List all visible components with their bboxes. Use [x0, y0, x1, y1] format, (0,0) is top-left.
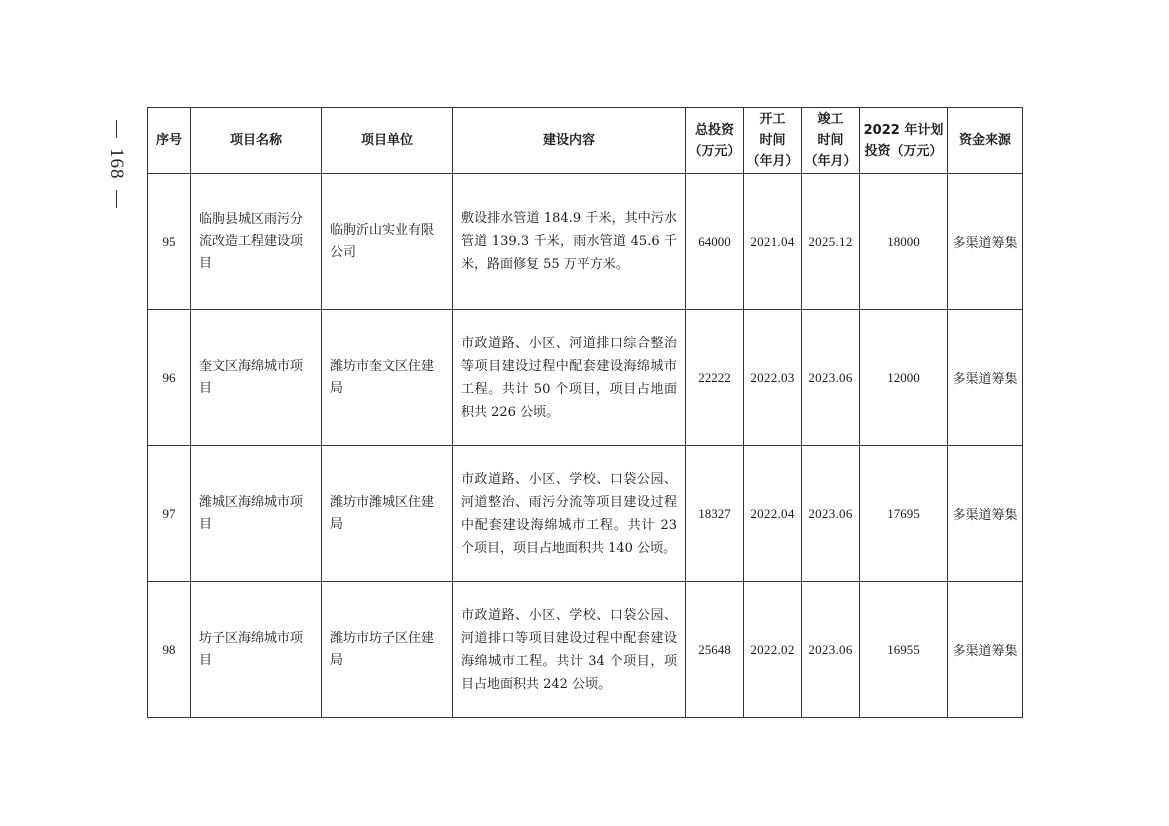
- header-end-line2: 时间: [817, 133, 844, 148]
- cell-total-investment: 64000: [686, 174, 744, 310]
- page-number-dash-top: [116, 120, 117, 138]
- header-start-line3: （年月）: [746, 154, 799, 169]
- header-end-line3: （年月）: [804, 154, 857, 169]
- cell-project-unit: 潍坊市奎文区住建局: [322, 310, 453, 446]
- cell-end-time: 2023.06: [802, 582, 860, 718]
- cell-project-unit: 临朐沂山实业有限公司: [322, 174, 453, 310]
- cell-plan-2022: 17695: [860, 446, 948, 582]
- cell-content: 市政道路、小区、学校、口袋公园、河道排口等项目建设过程中配套建设海绵城市工程。共计 34 个项目，项目占地面积共 242 公顷。: [453, 582, 686, 718]
- cell-project-name: 临朐县城区雨污分流改造工程建设项目: [191, 174, 322, 310]
- table-row: [148, 582, 1023, 718]
- table-row: [148, 310, 1023, 446]
- header-total-investment: [686, 108, 744, 174]
- cell-start-time: 2021.04: [744, 174, 802, 310]
- header-total-investment-line2: （万元）: [688, 143, 741, 159]
- cell-seq: 98: [148, 582, 191, 718]
- cell-seq: 96: [148, 310, 191, 446]
- cell-project-name: 潍城区海绵城市项目: [191, 446, 322, 582]
- cell-content: 市政道路、小区、河道排口综合整治等项目建设过程中配套建设海绵城市工程。共计 50 个项目，项目占地面积共 226 公顷。: [453, 310, 686, 446]
- page-number: 168: [106, 148, 127, 180]
- cell-start-time: 2022.03: [744, 310, 802, 446]
- header-end-time: [802, 108, 860, 174]
- cell-end-time: 2023.06: [802, 446, 860, 582]
- cell-fund-source: 多渠道筹集: [948, 582, 1023, 718]
- cell-end-time: 2023.06: [802, 310, 860, 446]
- header-content: 建设内容: [453, 108, 686, 174]
- table-header-row: [148, 108, 1023, 174]
- header-project-name: 项目名称: [191, 108, 322, 174]
- cell-plan-2022: 12000: [860, 310, 948, 446]
- cell-total-investment: 25648: [686, 582, 744, 718]
- header-project-unit: 项目单位: [322, 108, 453, 174]
- cell-fund-source: 多渠道筹集: [948, 174, 1023, 310]
- cell-total-investment: 18327: [686, 446, 744, 582]
- cell-project-unit: 潍坊市坊子区住建局: [322, 582, 453, 718]
- project-table: [147, 107, 1023, 718]
- cell-start-time: 2022.04: [744, 446, 802, 582]
- cell-fund-source: 多渠道筹集: [948, 310, 1023, 446]
- header-fund-source: 资金来源: [948, 108, 1023, 174]
- cell-fund-source: 多渠道筹集: [948, 446, 1023, 582]
- table-row: [148, 174, 1023, 310]
- header-plan-line2: 投资（万元）: [864, 143, 943, 159]
- cell-content: 市政道路、小区、学校、口袋公园、河道整治、雨污分流等项目建设过程中配套建设海绵城市工程。共计 23 个项目，项目占地面积共 140 公顷。: [453, 446, 686, 582]
- cell-plan-2022: 18000: [860, 174, 948, 310]
- header-total-investment-line1: 总投资: [694, 122, 734, 138]
- header-seq: 序号: [148, 108, 191, 174]
- header-plan-line1: 2022 年计划: [863, 122, 944, 138]
- cell-project-name: 奎文区海绵城市项目: [191, 310, 322, 446]
- header-end-line1: 竣工: [817, 112, 844, 127]
- header-start-line2: 时间: [759, 133, 786, 148]
- table-row: [148, 446, 1023, 582]
- page-number-dash-bottom: [116, 190, 117, 208]
- page-number-marker: [96, 120, 136, 230]
- cell-start-time: 2022.02: [744, 582, 802, 718]
- cell-plan-2022: 16955: [860, 582, 948, 718]
- header-plan-2022: [860, 108, 948, 174]
- cell-project-name: 坊子区海绵城市项目: [191, 582, 322, 718]
- cell-end-time: 2025.12: [802, 174, 860, 310]
- cell-seq: 95: [148, 174, 191, 310]
- cell-seq: 97: [148, 446, 191, 582]
- header-start-line1: 开工: [759, 112, 786, 127]
- cell-project-unit: 潍坊市潍城区住建局: [322, 446, 453, 582]
- cell-content: 敷设排水管道 184.9 千米，其中污水管道 139.3 千米，雨水管道 45.6 千米，路面修复 55 万平方米。: [453, 174, 686, 310]
- header-start-time: [744, 108, 802, 174]
- cell-total-investment: 22222: [686, 310, 744, 446]
